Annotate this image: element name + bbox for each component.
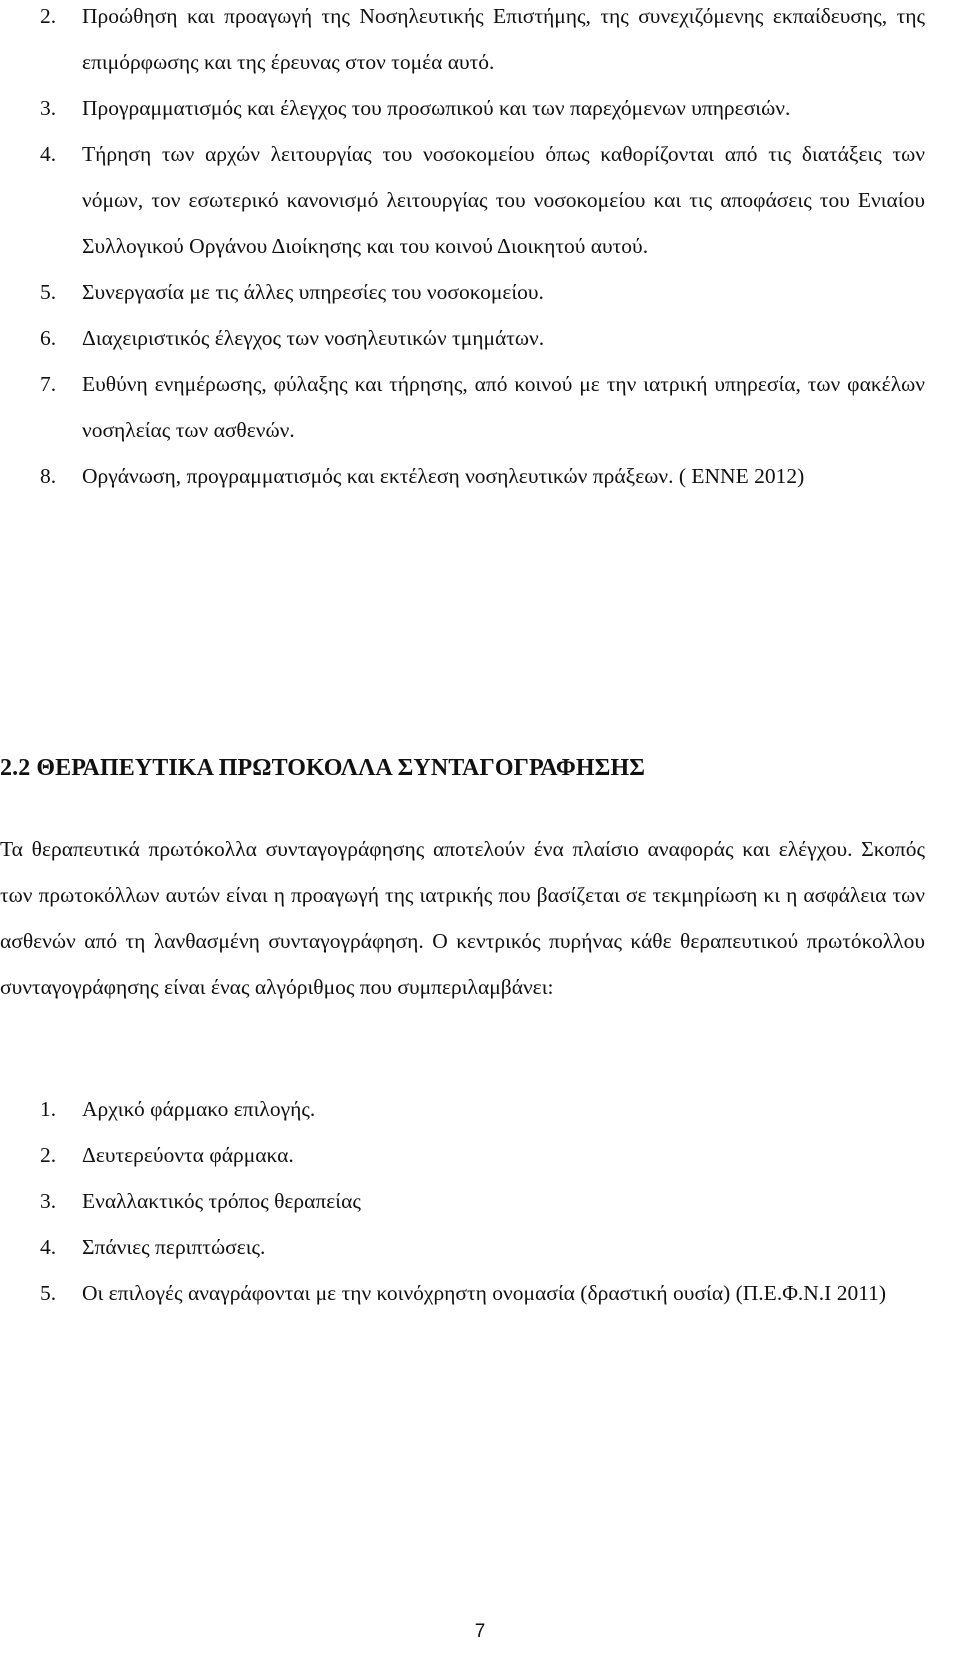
list-item-number: 4.	[40, 1235, 57, 1259]
list-item-number: 3.	[40, 96, 57, 120]
list-item	[40, 315, 925, 361]
list-item	[40, 1270, 925, 1316]
list-item-number: 3.	[40, 1189, 57, 1213]
list-item-number: 1.	[40, 1097, 57, 1121]
list-item-text: Συνεργασία με τις άλλες υπηρεσίες του νοσοκομείου.	[82, 280, 544, 304]
body-paragraph: Τα θεραπευτικά πρωτόκολλα συνταγογράφησης αποτελούν ένα πλαίσιο αναφοράς και ελέγχου. Σκοπός των πρωτοκόλλων αυτών είναι η προαγωγή της ιατρικής που βασίζεται σε τεκμηρίωση κι η ασφάλεια των ασθενών από τη λανθασμένη συνταγογράφηση. Ο κεντρικός πυρήνας κάθε θεραπευτικού πρωτόκολλου συνταγογράφησης είναι ένας αλγόριθμος που συμπεριλαμβάνει:	[0, 837, 925, 999]
list-item-number: 2.	[40, 4, 57, 28]
section-heading: 2.2 ΘΕΡΑΠΕΥΤΙΚΑ ΠΡΩΤΟΚΟΛΛΑ ΣΥΝΤΑΓΟΓΡΑΦΗΣΗΣ	[0, 755, 646, 781]
list-item-text: Διαχειριστικός έλεγχος των νοσηλευτικών τμημάτων.	[82, 326, 545, 350]
list-item	[40, 0, 925, 85]
list-item-text: Ευθύνη ενημέρωσης, φύλαξης και τήρησης, από κοινού με την ιατρική υπηρεσία, των φακέλων νοσηλείας των ασθενών.	[82, 372, 925, 442]
page-number: 7	[474, 1621, 486, 1642]
list-item-text: Αρχικό φάρμακο επιλογής.	[82, 1097, 316, 1121]
list-item	[40, 131, 925, 269]
list-item-text: Τήρηση των αρχών λειτουργίας του νοσοκομείου όπως καθορίζονται από τις διατάξεις των νόμων, τον εσωτερικό κανονισμό λειτουργίας του νοσοκομείου και τις αποφάσεις του Ενιαίου Συλλογικού Οργάνου Διοίκησης και του κοινού Διοικητού αυτού.	[82, 142, 925, 258]
list-item-text: Εναλλακτικός τρόπος θεραπείας	[82, 1189, 361, 1213]
list-item-number: 5.	[40, 1281, 57, 1305]
list-item-number: 6.	[40, 326, 57, 350]
list-item	[40, 1086, 925, 1132]
algorithm-list	[40, 1086, 925, 1316]
list-item-text: Προγραμματισμός και έλεγχος του προσωπικού και των παρεχόμενων υπηρεσιών.	[82, 96, 791, 120]
list-item-number: 2.	[40, 1143, 57, 1167]
list-item-text: Δευτερεύοντα φάρμακα.	[82, 1143, 294, 1167]
list-item	[40, 453, 925, 499]
list-item	[40, 269, 925, 315]
list-item	[40, 361, 925, 453]
list-item-text: Προώθηση και προαγωγή της Νοσηλευτικής Επιστήμης, της συνεχιζόμενης εκπαίδευσης, της επιμόρφωσης και της έρευνας στον τομέα αυτό.	[82, 4, 925, 74]
list-item-text: Σπάνιες περιπτώσεις.	[82, 1235, 266, 1259]
list-item-number: 4.	[40, 142, 57, 166]
list-item	[40, 1178, 925, 1224]
list-item-number: 5.	[40, 280, 57, 304]
list-item-text: Οργάνωση, προγραμματισμός και εκτέλεση νοσηλευτικών πράξεων. ( ΕΝΝΕ 2012)	[82, 464, 805, 488]
responsibilities-list	[40, 0, 925, 499]
list-item	[40, 85, 925, 131]
list-item-number: 7.	[40, 372, 57, 396]
list-item-text: Οι επιλογές αναγράφονται με την κοινόχρηστη ονομασία (δραστική ουσία) (Π.Ε.Φ.Ν.Ι 2011)	[82, 1281, 887, 1305]
list-item	[40, 1132, 925, 1178]
list-item-number: 8.	[40, 464, 57, 488]
list-item	[40, 1224, 925, 1270]
